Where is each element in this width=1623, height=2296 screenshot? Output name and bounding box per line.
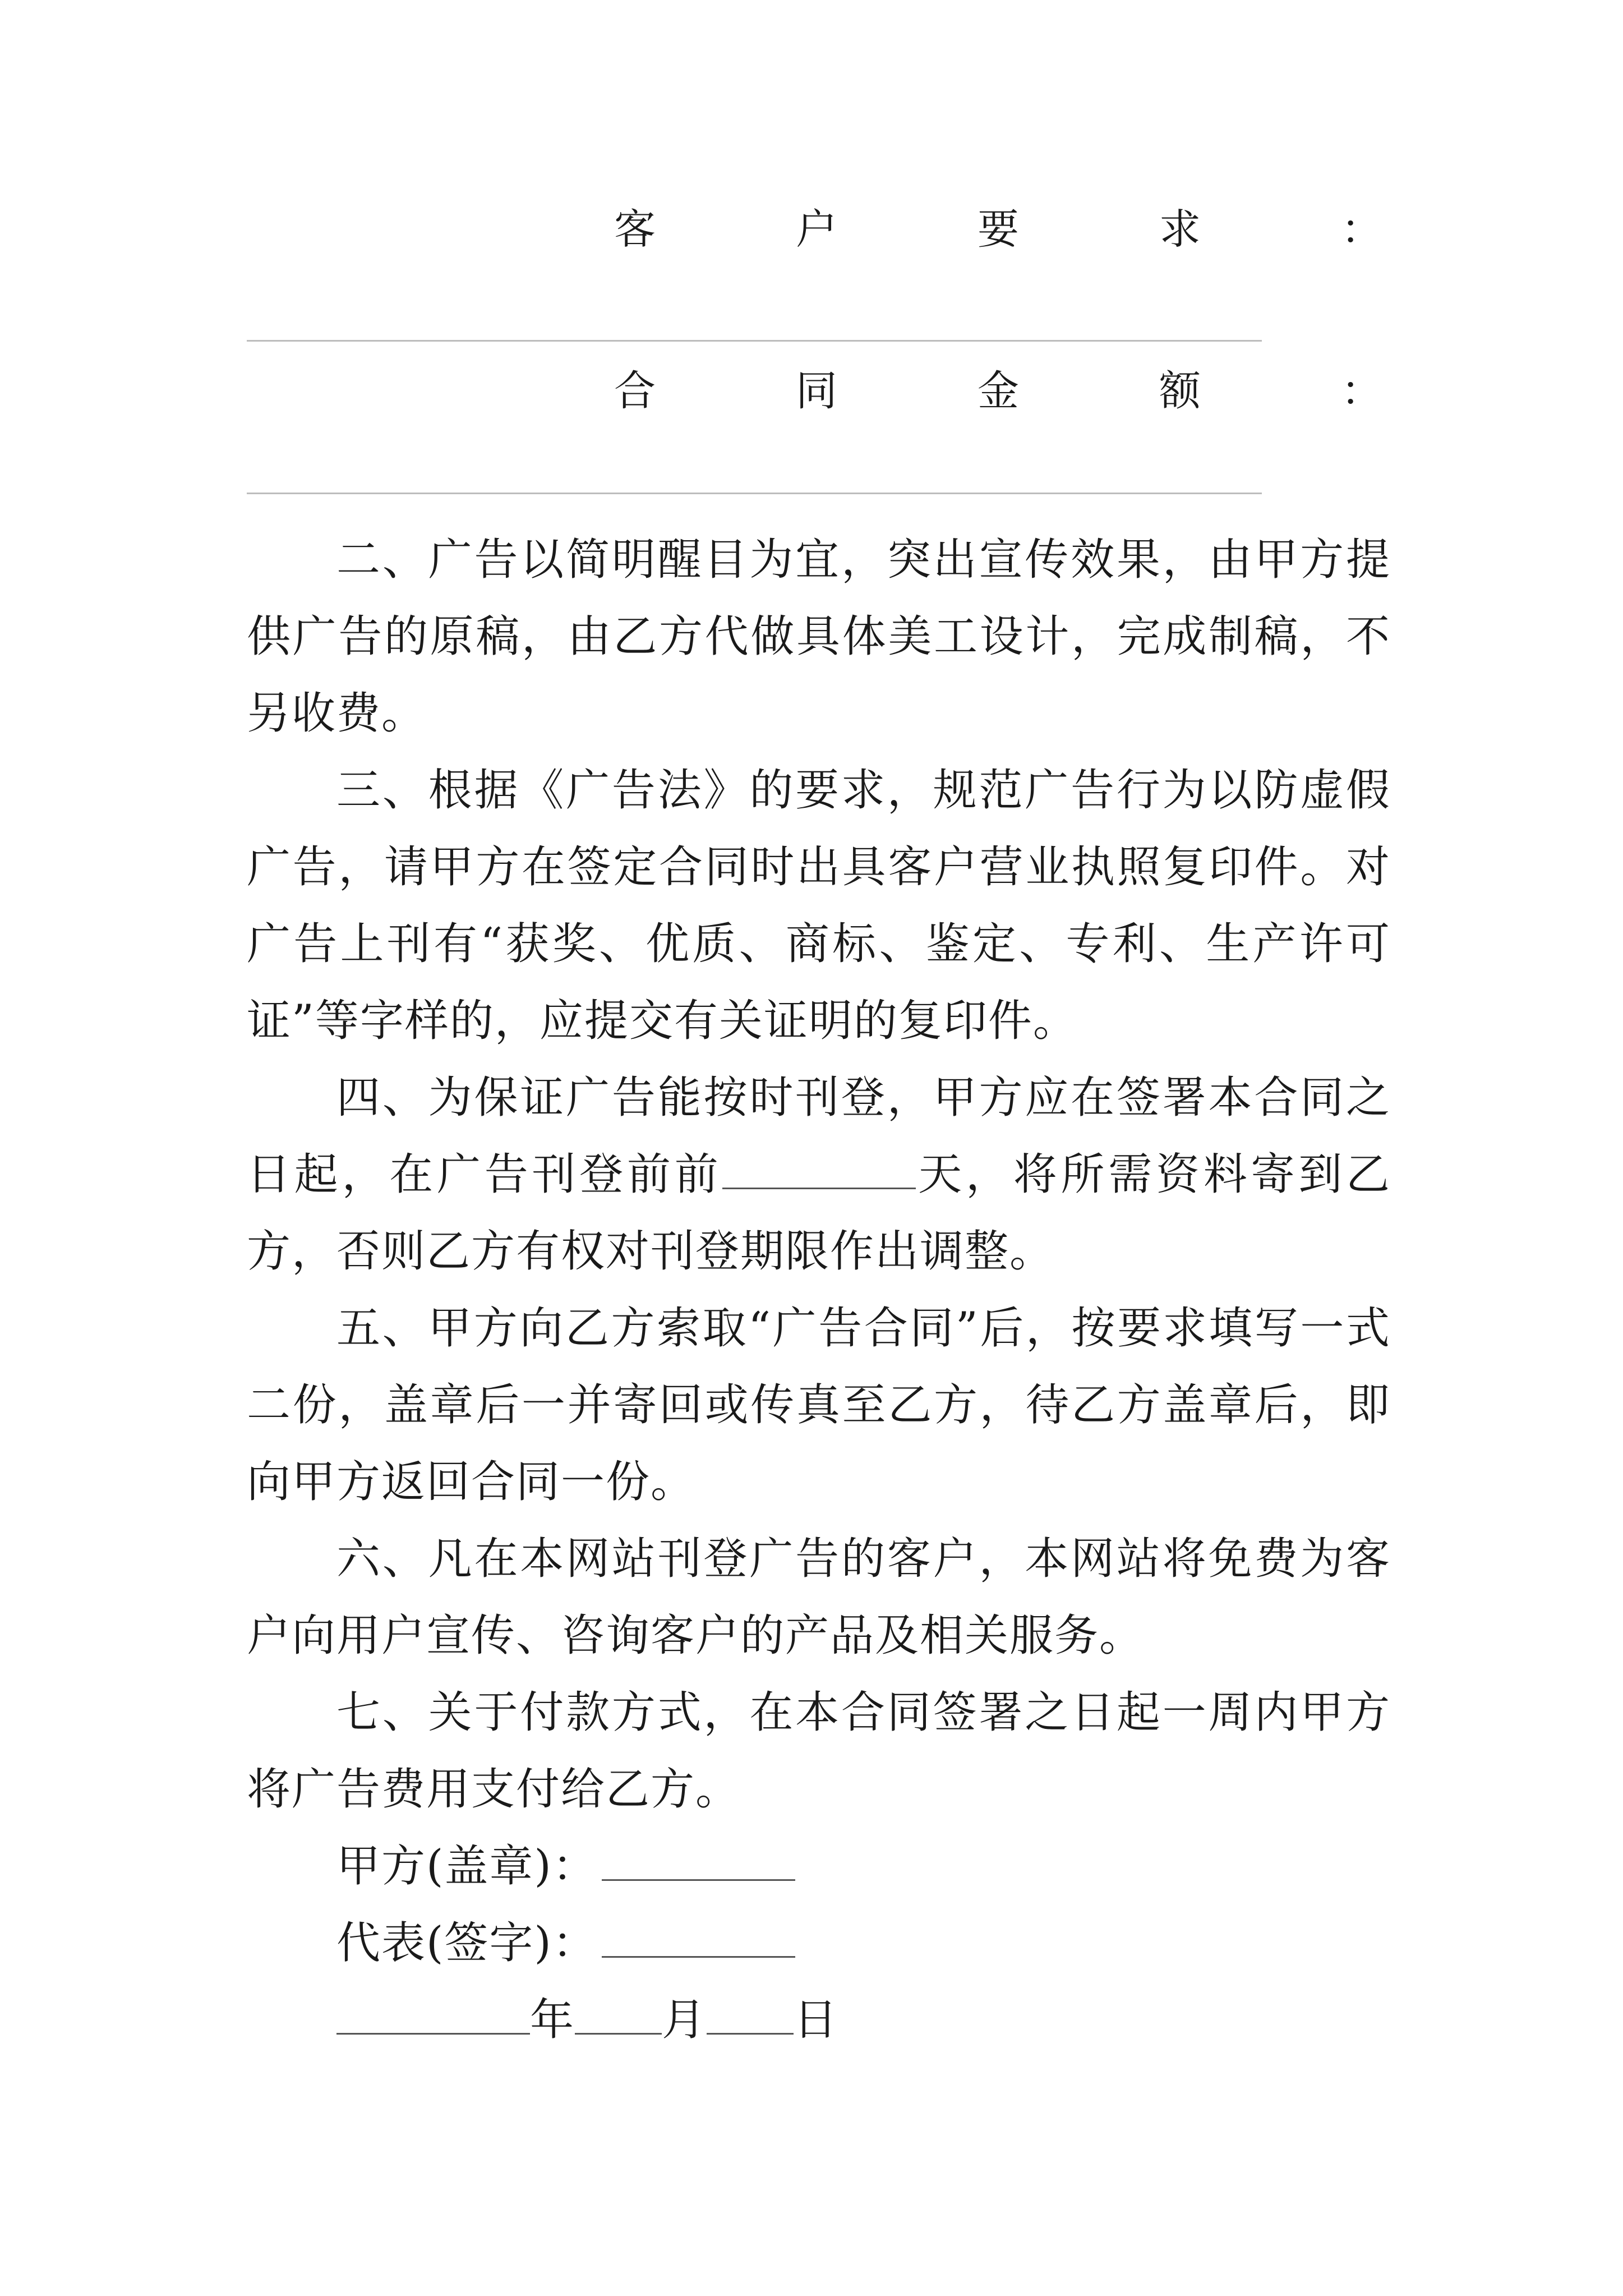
label-char: 同 [796, 367, 837, 415]
contract-amount-rule [247, 493, 1262, 494]
label-char: 金 [978, 367, 1019, 415]
clause-4-text-after: 天，将所需资料寄到乙方，否则乙方有权对刊登期限作出调整。 [247, 1149, 1391, 1277]
day-blank[interactable] [707, 1994, 794, 2035]
contract-amount-label [614, 367, 1382, 415]
label-char: 客 [614, 205, 656, 254]
label-char: 求 [1159, 205, 1201, 254]
representative-label: 代表(签字)： [336, 1918, 597, 1968]
day-label: 日 [794, 1995, 839, 2045]
representative-sign-line [247, 1905, 1391, 1982]
days-blank[interactable] [722, 1148, 916, 1189]
clause-7: 七、关于付款方式，在本合同签署之日起一周内甲方将广告费用支付给乙方。 [247, 1687, 1391, 1815]
clause-5: 五、甲方向乙方索取“广告合同”后，按要求填写一式二份，盖章后一并寄回或传真至乙方，待乙方盖章后，即向甲方返回合同一份。 [247, 1303, 1391, 1507]
party-a-seal-blank[interactable] [602, 1840, 795, 1881]
label-char: 户 [796, 205, 837, 254]
clause-6: 六、凡在本网站刊登广告的客户，本网站将免费为客户向用户宣传、咨询客户的产品及相关服务。 [247, 1534, 1391, 1661]
customer-requirement-rule [247, 340, 1262, 342]
clause-4 [247, 1060, 1391, 1290]
label-char: 额 [1159, 367, 1201, 415]
party-a-label: 甲方(盖章)： [336, 1841, 597, 1892]
clause-3: 三、根据《广告法》的要求，规范广告行为以防虚假广告，请甲方在签定合同时出具客户营业执照复印件。对广告上刊有“获奖、优质、商标、鉴定、专利、生产许可证”等字样的，应提交有关证明的复印件。 [247, 765, 1391, 1046]
label-char: 要 [978, 205, 1019, 254]
clause-4-text-before: 四、为保证广告能按时刊登，甲方应在签署本合同之日起，在广告刊登前前 [247, 1073, 1391, 1200]
label-colon: ： [1341, 367, 1382, 415]
representative-sign-blank[interactable] [602, 1917, 795, 1958]
date-line [247, 1982, 1391, 2059]
party-a-seal-line [247, 1828, 1391, 1905]
year-label: 年 [530, 1995, 575, 2045]
month-blank[interactable] [575, 1994, 662, 2035]
customer-requirement-label [614, 205, 1382, 254]
year-blank[interactable] [336, 1994, 530, 2035]
clause-2: 二、广告以简明醒目为宜，突出宣传效果，由甲方提供广告的原稿，由乙方代做具体美工设计，完成制稿，不另收费。 [247, 535, 1391, 739]
month-label: 月 [662, 1995, 707, 2045]
label-char: 合 [614, 367, 656, 415]
contract-body [247, 522, 1391, 2059]
label-colon: ： [1341, 205, 1382, 254]
